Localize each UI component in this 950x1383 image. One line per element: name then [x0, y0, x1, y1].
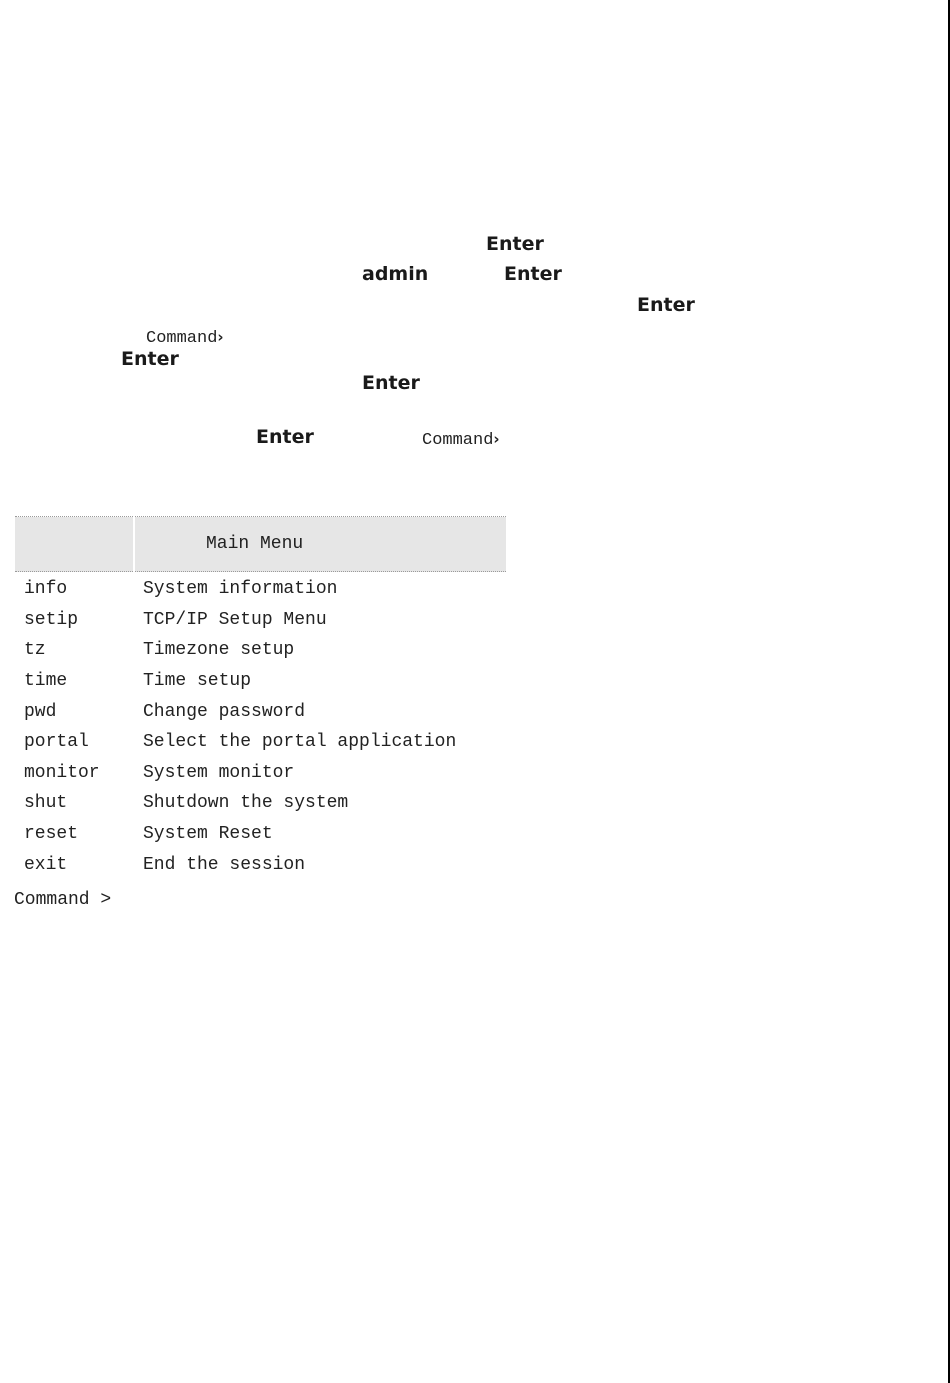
menu-description: TCP/IP Setup Menu [143, 609, 327, 630]
enter-key-label: Enter [362, 372, 420, 394]
menu-row [15, 727, 506, 758]
main-menu-table [15, 516, 506, 880]
command-prompt-inline [422, 429, 500, 451]
menu-description: System monitor [143, 762, 295, 783]
menu-command: info [24, 579, 68, 600]
menu-description: Time setup [143, 671, 252, 692]
admin-value-label: admin [362, 263, 429, 285]
menu-row [15, 696, 506, 727]
menu-row [15, 666, 506, 697]
menu-command: reset [24, 824, 79, 845]
menu-row [15, 788, 506, 819]
menu-command: setip [24, 609, 79, 630]
menu-header-row [15, 517, 506, 572]
menu-row [15, 572, 506, 605]
menu-header-blank [15, 517, 134, 572]
menu-command: monitor [24, 762, 100, 783]
menu-description: End the session [143, 854, 306, 875]
enter-key-label: Enter [121, 348, 179, 370]
menu-description: System Reset [143, 824, 273, 845]
enter-key-label: Enter [504, 263, 562, 285]
menu-command: time [24, 671, 68, 692]
command-prompt-text: Command [422, 431, 494, 450]
menu-row [15, 819, 506, 850]
menu-command: tz [24, 640, 46, 661]
menu-command: exit [24, 854, 68, 875]
enter-key-label: Enter [256, 426, 314, 448]
enter-key-label: Enter [486, 233, 544, 255]
menu-command: shut [24, 793, 68, 814]
command-prompt-inline [146, 327, 224, 349]
menu-row [15, 635, 506, 666]
menu-description: System information [143, 579, 338, 600]
chevron-right-icon: › [217, 328, 224, 346]
menu-description: Timezone setup [143, 640, 295, 661]
menu-row [15, 849, 506, 880]
menu-title: Main Menu [134, 517, 506, 572]
menu-command: pwd [24, 701, 57, 722]
command-prompt-text: Command [146, 329, 218, 348]
menu-description: Select the portal application [143, 732, 457, 753]
menu-row [15, 605, 506, 636]
menu-command: portal [24, 732, 89, 753]
menu-description: Change password [143, 701, 306, 722]
command-prompt: Command > [14, 890, 112, 910]
enter-key-label: Enter [637, 294, 695, 316]
menu-description: Shutdown the system [143, 793, 349, 814]
chevron-right-icon: › [493, 430, 500, 448]
menu-row [15, 758, 506, 789]
